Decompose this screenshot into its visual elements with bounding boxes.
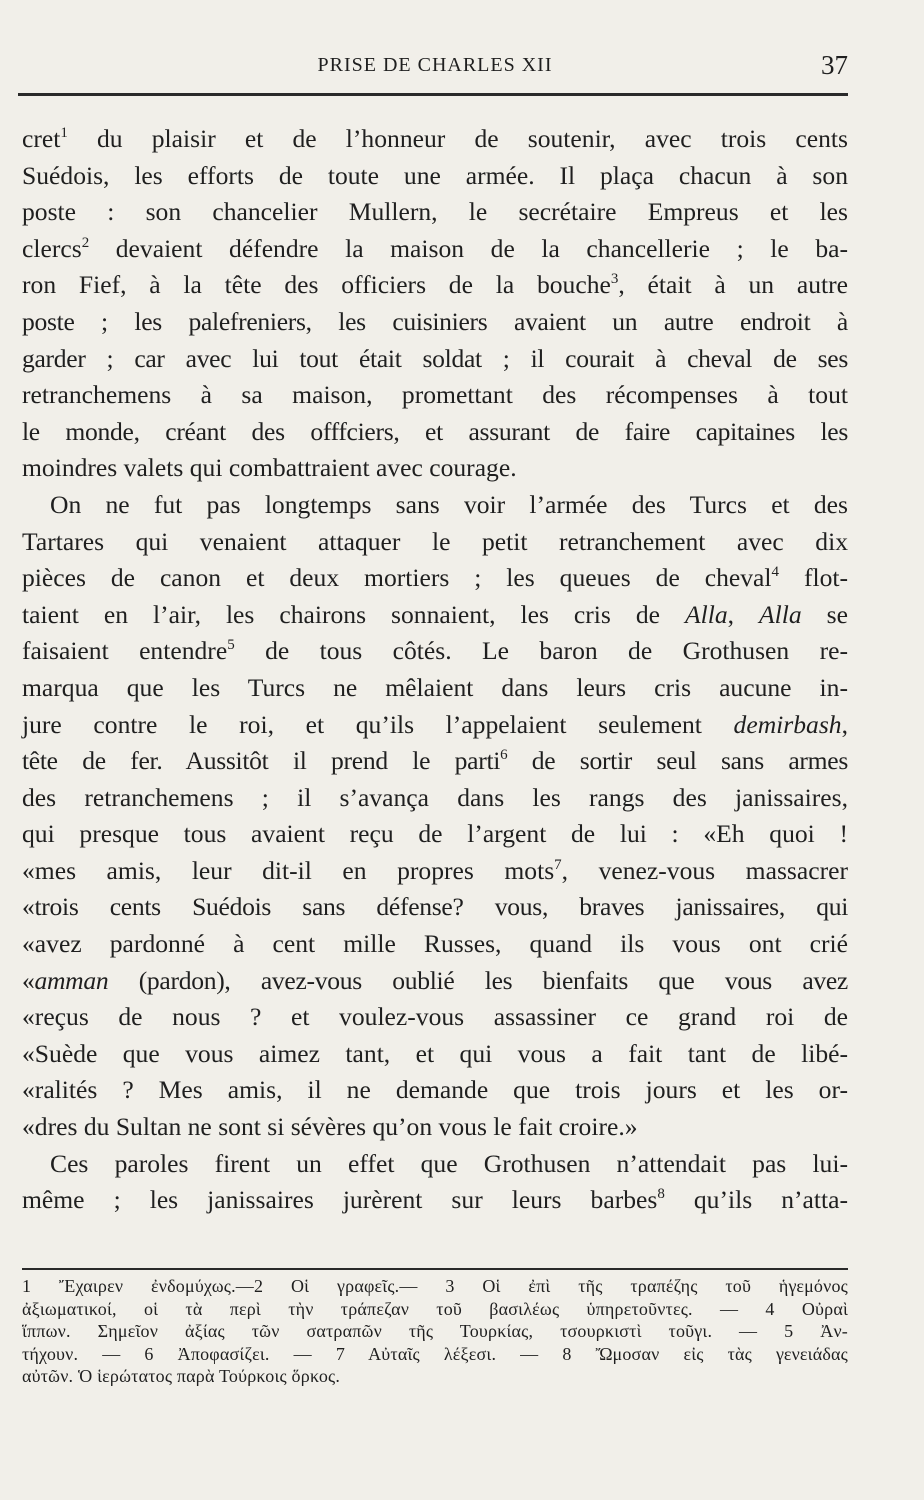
text-line: «avez pardonné à cent mille Russes, quand ils vous ont crié — [22, 929, 848, 959]
text-line: le monde, créant des offfciers, et assurant de faire capitaines les — [22, 416, 848, 446]
text-line: jure contre le roi, et qu’ils l’appelaient seulement demirbash, — [22, 709, 848, 739]
italic-term: amman — [34, 965, 109, 995]
text-line: poste : son chancelier Mullern, le secrétaire Empreus et les — [22, 197, 848, 227]
text-line: tête de fer. Aussitôt il prend le parti$^6$ de sortir seul sans armes — [22, 746, 848, 776]
text-line: «reçus de nous ? et voulez-vous assassiner ce grand roi de — [22, 1002, 848, 1032]
text-line: «trois cents Suédois sans défense? vous, braves janissaires, qui — [22, 892, 848, 922]
italic-term: demirbash — [733, 709, 842, 739]
text-line: garder ; car avec lui tout était soldat ; il courait à cheval de ses — [22, 343, 848, 373]
footnote-line: τήχουν. — 6 Ἀποφασίζει. — 7 Αὐταῖς λέξεσι. — 8 Ὤμοσαν εἰς τὰς γενειάδας — [22, 1343, 848, 1364]
text-line: «amman (pardon), avez-vous oublié les bienfaits que vous avez — [22, 965, 848, 995]
footnote-ref: 5 — [227, 637, 235, 654]
italic-term: Alla — [685, 599, 728, 629]
text-line: «ralités ? Mes amis, il ne demande que trois jours et les or- — [22, 1075, 848, 1105]
text-line: pièces de canon et deux mortiers ; les queues de cheval$^4$ flot- — [22, 563, 849, 593]
text-line: Suédois, les efforts de toute une armée. Il plaça chacun à son — [22, 160, 848, 190]
footnote-ref: 2 — [81, 234, 90, 251]
text-line: «Suède que vous aimez tant, et qui vous a fait tant de libé- — [22, 1038, 848, 1068]
footnote-number: 1 — [22, 1276, 32, 1296]
footnote-line: ἀξιωματικοί, οἱ τὰ περὶ τὴν τράπεζαν τοῦ βασιλέως ὑπηρετοῦντες. — 4 Οὐραὶ — [22, 1298, 848, 1319]
running-head — [22, 50, 848, 82]
text-line: Ces paroles firent un effet que Grothusen n’attendait pas lui- — [50, 1148, 848, 1178]
text-line: «mes amis, leur dit-il en propres mots$^7$, venez-vous massacrer — [22, 855, 848, 885]
page-number: 37 — [821, 50, 848, 80]
text-line: des retranchemens ; il s’avança dans les rangs des janissaires, — [22, 782, 848, 812]
footnote-ref: 7 — [554, 856, 562, 873]
footnote-line: ἵππων. Σημεῖον ἀξίας τῶν σατραπῶν τῆς Τουρκίας, τσουρκιστὶ τοῦγι. — 5 Ἀν- — [22, 1321, 848, 1341]
italic-term: Alla — [759, 599, 802, 629]
footnote-ref: 1 — [60, 125, 68, 141]
text-line: marqua que les Turcs ne mêlaient dans leurs cris aucune in- — [22, 672, 848, 702]
text-line: Tartares qui venaient attaquer le petit retranchement avec dix — [22, 526, 848, 556]
text-line: moindres valets qui combattraient avec courage. — [22, 453, 517, 483]
body-text — [22, 121, 848, 1219]
text-line: clercs$^2$ devaient défendre la maison de la chancellerie ; le ba- — [22, 233, 848, 263]
footnote-ref: 4 — [771, 564, 780, 581]
text-line: cret$^1$ du plaisir et de l’honneur de soutenir, avec trois cents — [22, 124, 848, 153]
text-line: taient en l’air, les chairons sonnaient, les cris de Alla, Alla se — [22, 599, 849, 629]
footnote-rule — [22, 1268, 848, 1270]
text-line: même ; les janissaires jurèrent sur leurs barbes$^8$ qu’ils n’atta- — [22, 1185, 848, 1215]
footnote-ref: 3 — [610, 271, 619, 288]
footnote-line: 1 Ἔχαιρεν ἐνδομύχως.—2 Οἱ γραφεῖς.— 3 Οἱ ἐπὶ τῆς τραπέζης τοῦ ἡγεμόνος — [22, 1276, 848, 1296]
running-title: PRISE DE CHARLES XII — [317, 54, 553, 76]
footnotes — [22, 1275, 848, 1388]
footnote-ref: 6 — [500, 747, 508, 764]
footnote-line: αὐτῶν. Ὁ ἱερώτατος παρὰ Τούρκοις ὅρκος. — [22, 1366, 341, 1386]
text-line: On ne fut pas longtemps sans voir l’armée des Turcs et des — [50, 489, 848, 519]
text-line: ron Fief, à la tête des officiers de la bouche$^3$, était à un autre — [22, 270, 848, 300]
text-line: qui presque tous avaient reçu de l’argent de lui : «Eh quoi ! — [22, 819, 848, 849]
footnote-ref: 8 — [657, 1186, 665, 1203]
header-rule — [18, 93, 848, 96]
text-line: retranchemens à sa maison, promettant des récompenses à tout — [22, 380, 848, 410]
text-line: «dres du Sultan ne sont si sévères qu’on vous le fait croire.» — [22, 1112, 638, 1142]
text-line: poste ; les palefreniers, les cuisiniers avaient un autre endroit à — [22, 306, 848, 336]
text-line: faisaient entendre$^5$ de tous côtés. Le baron de Grothusen re- — [22, 636, 848, 666]
